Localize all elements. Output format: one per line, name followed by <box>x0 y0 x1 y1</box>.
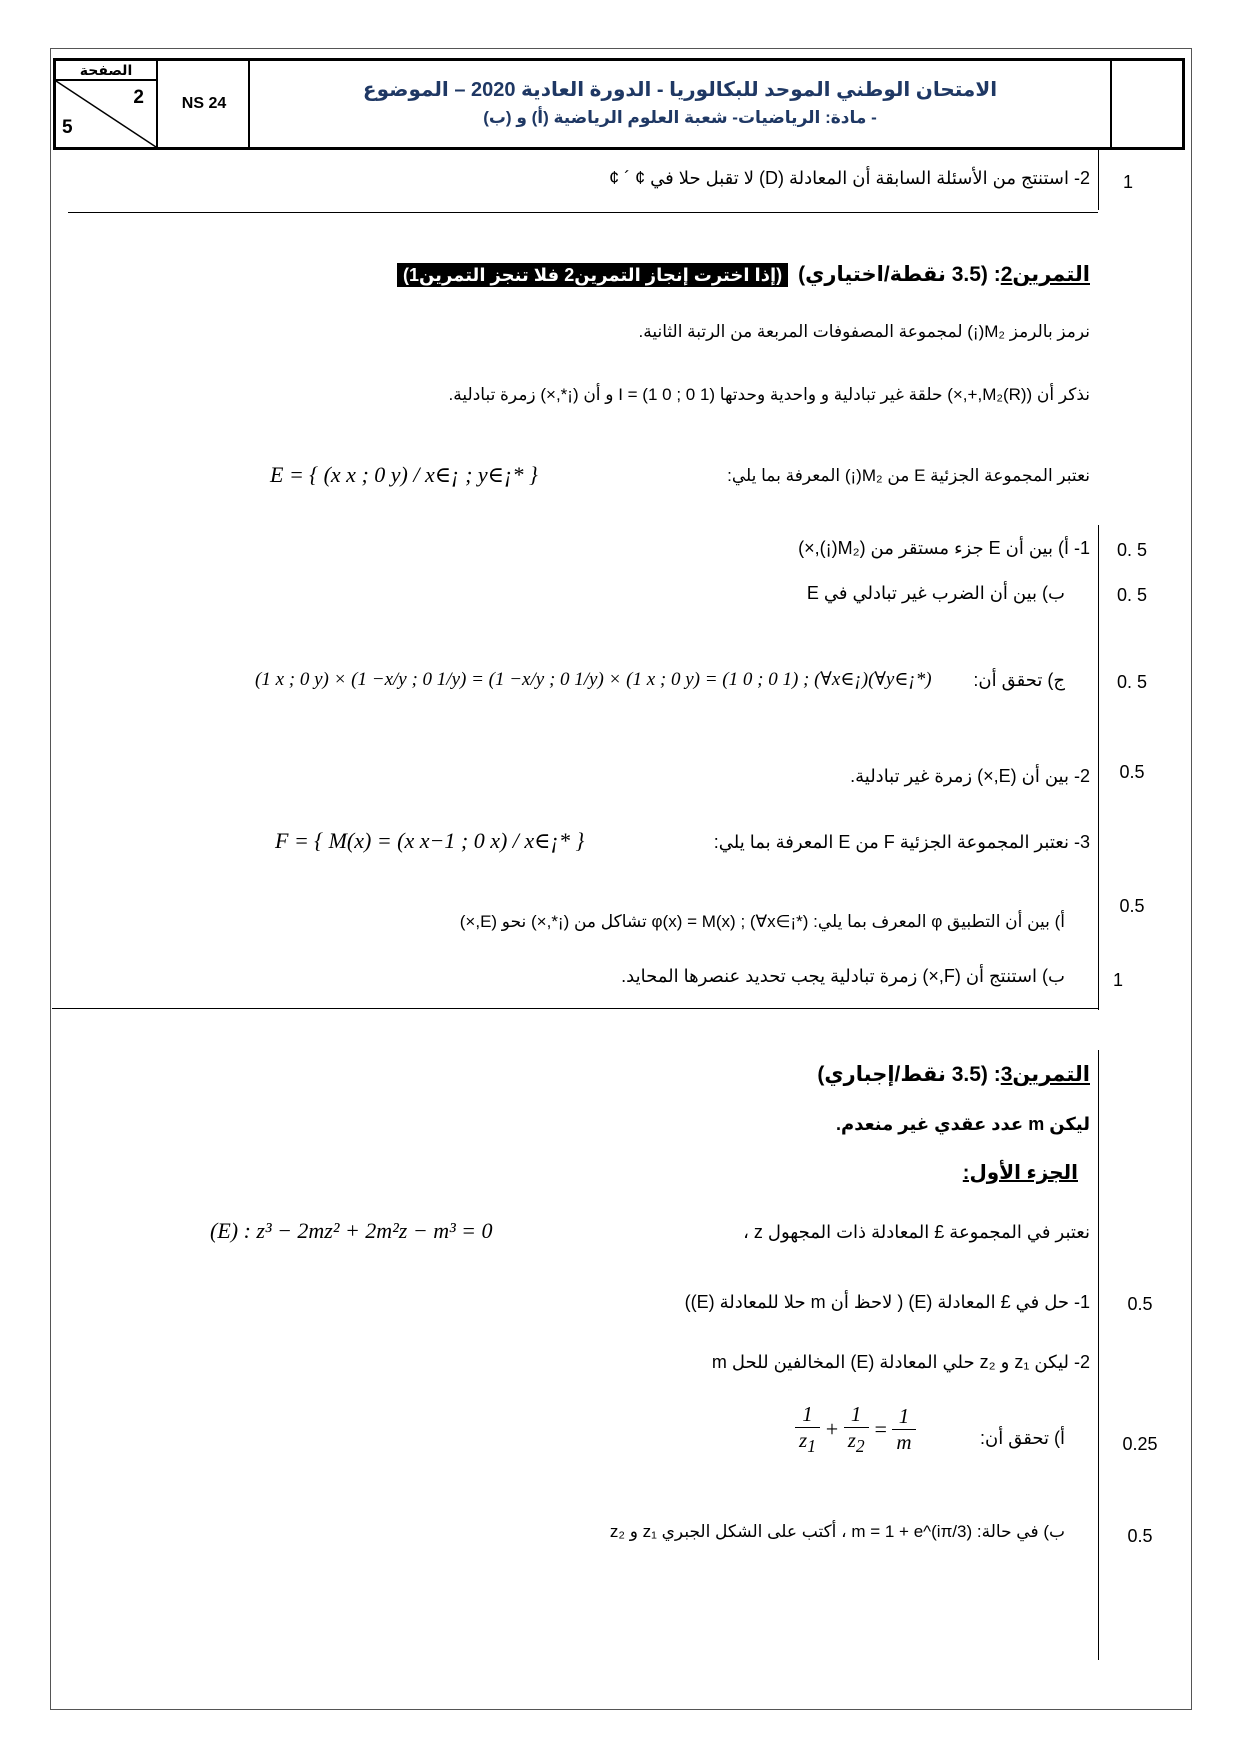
ex2-q2: 2- بين أن (E,×) زمرة غير تبادلية. <box>850 766 1090 786</box>
ex2-q1a-points: 0. 5 <box>1116 540 1148 560</box>
ex2-para-2: نذكر أن (M₂(R),+,×) حلقة غير تبادلية و واحدية وحدتها I = (1 0 ; 0 1) و أن (¡*,×) زمرة تبادلية. <box>448 385 1090 404</box>
ex3-q2b-points: 0.5 <box>1127 1526 1153 1546</box>
header-line-2: - مادة: الرياضيات- شعبة العلوم الرياضية (أ) و (ب) <box>483 108 877 127</box>
ex3-q2a-points: 0.25 <box>1122 1434 1158 1454</box>
set-F-definition: F = { M(x) = (x x−1 ; 0 x) / x∈¡* } <box>275 828 585 853</box>
ex2-q3a: أ) بين أن التطبيق φ المعرف بما يلي: φ(x) = M(x) ; (∀x∈¡*) تشاكل من (¡*,×) نحو (E,×) <box>459 912 1065 931</box>
ex3-part1-title: الجزء الأول: <box>962 1162 1078 1184</box>
ex2-para-1: نرمز بالرمز M₂(¡) لمجموعة المصفوفات المربعة من الرتبة الثانية. <box>638 322 1090 341</box>
fraction-1-over-z2: $\frac{1}{z_2}$ <box>844 1402 869 1457</box>
ex2-q1c-points: 0. 5 <box>1116 672 1148 692</box>
ex3-q2b: ب) في حالة: m = 1 + e^(iπ/3) ، أكتب على الشكل الجبري z₁ و z₂ <box>609 1522 1065 1541</box>
ex2-title-points: : (3.5 نقطة/اختياري) <box>798 263 1001 286</box>
fraction-1-over-m: $\frac{1}{m}$ <box>892 1404 915 1455</box>
ex3-q2: 2- ليكن z₁ و z₂ حلي المعادلة (E) المخالفين للحل m <box>711 1352 1090 1372</box>
equation-E: (E) : z³ − 2mz² + 2m²z − m³ = 0 <box>210 1218 493 1243</box>
ex1-question-2: 2- استنتج من الأسئلة السابقة أن المعادلة (D) لا تقبل حلا في ¢ ´ ¢ <box>609 168 1090 188</box>
ex2-optional-note: (إذا اخترت إنجاز التمرين2 فلا تنجز التمرين1) <box>397 263 788 287</box>
header-line-1: الامتحان الوطني الموحد للبكالوريا - الدورة العادية 2020 – الموضوع <box>362 79 998 101</box>
ex1-q2-points: 1 <box>1122 172 1133 192</box>
ex2-q3a-points: 0.5 <box>1119 896 1145 916</box>
ex3-title <box>817 1062 1090 1087</box>
header-title <box>248 61 1112 147</box>
page-number-box <box>56 61 156 147</box>
ex3-title-label: التمرين3 <box>1000 1063 1090 1086</box>
ex3-q2a: أ) تحقق أن: <box>980 1428 1065 1448</box>
page-frame <box>50 48 1192 1710</box>
ex3-equation-intro: نعتبر في المجموعة £ المعادلة ذات المجهول z ، <box>743 1222 1090 1242</box>
ex2-para-3: نعتبر المجموعة الجزئية E من M₂(¡) المعرفة بما يلي: <box>727 466 1090 485</box>
points-rule <box>1098 525 1099 1010</box>
page-current: 2 <box>133 87 144 108</box>
ex2-q1b: ب) بين أن الضرب غير تبادلي في E <box>806 583 1065 603</box>
ex3-q1: 1- حل في £ المعادلة (E) ( لاحظ أن m حلا للمعادلة (E)) <box>684 1292 1090 1312</box>
separator <box>68 212 1098 213</box>
separator <box>52 1008 1098 1009</box>
page-label: الصفحة <box>56 61 156 81</box>
fraction-1-over-z1: $\frac{1}{z_1}$ <box>795 1402 820 1457</box>
page-total: 5 <box>62 117 73 138</box>
ex2-q1c: ج) تحقق أن: <box>973 670 1065 690</box>
ex2-q3b-points: 1 <box>1112 970 1123 990</box>
ex2-q3b: ب) استنتج أن (F,×) زمرة تبادلية يجب تحديد عنصرها المحايد. <box>621 966 1065 986</box>
ex3-intro: ليكن m عدد عقدي غير منعدم. <box>836 1114 1090 1134</box>
ex2-title <box>397 262 1090 287</box>
ex2-q1c-identity: (1 x ; 0 y) × (1 −x/y ; 0 1/y) = (1 −x/y ; 0 1/y) × (1 x ; 0 y) = (1 0 ; 0 1) ; (∀x∈¡)(∀y∈¡*) <box>255 669 932 690</box>
exam-header <box>53 58 1185 150</box>
set-E-definition: E = { (x x ; 0 y) / x∈¡ ; y∈¡* } <box>270 462 538 487</box>
ex2-q1a: 1- أ) بين أن E جزء مستقر من (M₂(¡),×) <box>798 538 1090 558</box>
ex2-q2-points: 0.5 <box>1119 762 1145 782</box>
ex3-title-points: : (3.5 نقط/إجباري) <box>817 1063 1001 1086</box>
ex3-q1-points: 0.5 <box>1127 1294 1153 1314</box>
reciprocal-identity: $\frac{1}{z_1}$ + $\frac{1}{z_2}$ = $\frac{1}{m}$ <box>795 1402 916 1457</box>
ex2-q1b-points: 0. 5 <box>1116 585 1148 605</box>
ex2-title-label: التمرين2 <box>1000 263 1090 286</box>
points-rule <box>1098 1050 1099 1660</box>
exam-code: NS 24 <box>156 61 250 147</box>
ex2-q3: 3- نعتبر المجموعة الجزئية F من E المعرفة بما يلي: <box>713 832 1090 852</box>
